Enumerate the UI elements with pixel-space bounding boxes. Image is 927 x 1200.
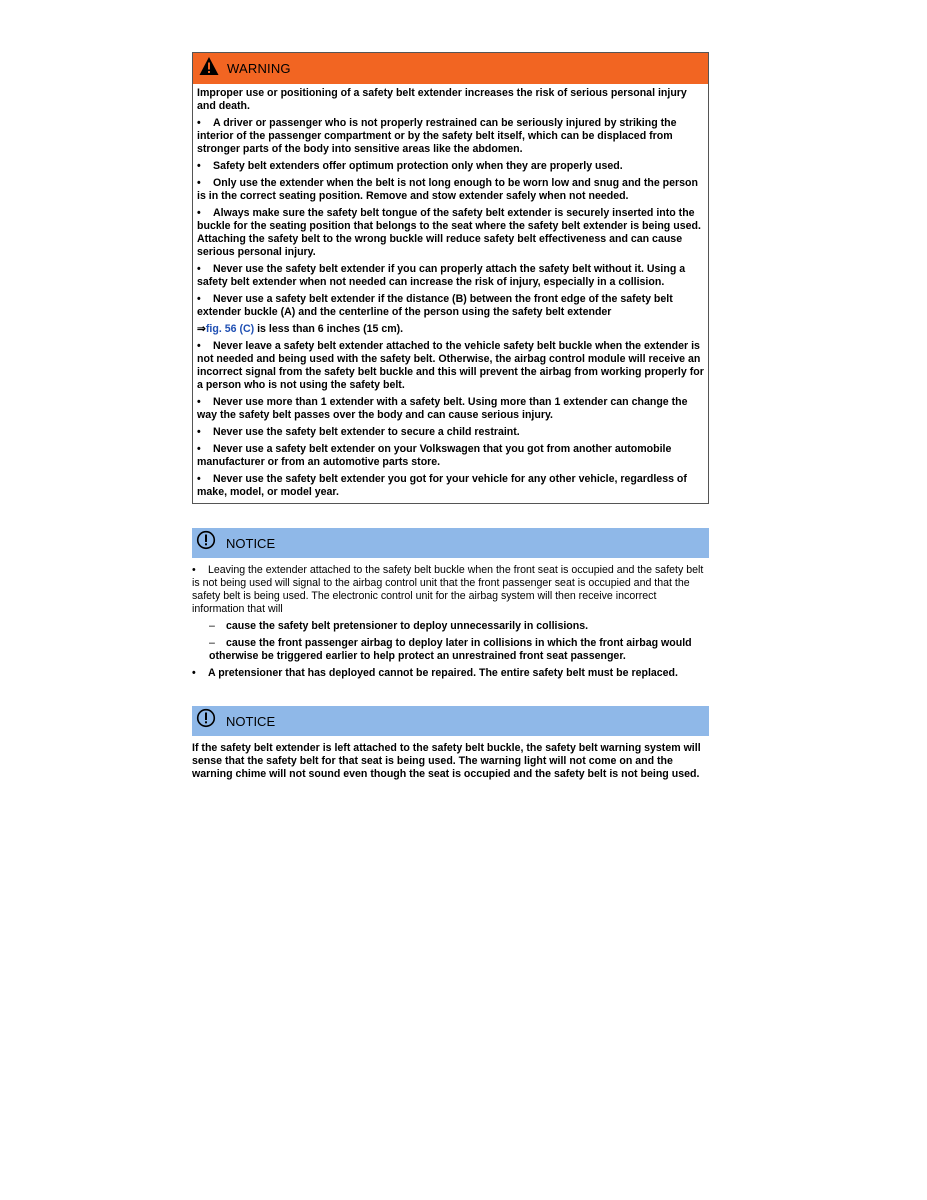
notice-title: NOTICE — [226, 713, 276, 729]
list-item: • Never use the safety belt extender you got for your vehicle for any other vehicle, regardless of make, model, or model year. — [197, 473, 687, 498]
notice-box-1 — [192, 528, 709, 680]
warning-title: WARNING — [227, 61, 291, 76]
list-item: • Never leave a safety belt extender attached to the vehicle safety belt buckle when the extender is not needed and being used with the safety belt. Otherwise, the airbag control module will receive an incorrect signal from the safety belt buckle and this will prevent the airbag from working properly for a person who is not using the safety belt. — [197, 340, 704, 391]
list-item: • Never use the safety belt extender to secure a child restraint. — [197, 426, 520, 438]
list-item: • Always make sure the safety belt tongue of the safety belt extender is securely inserted into the buckle for the seating position that belongs to the seat where the safety belt extender is being used. Attaching the safety belt to the wrong buckle will reduce safety belt effectiveness and can cause serious personal injury. — [197, 207, 701, 258]
list-item: • Leaving the extender attached to the safety belt buckle when the front seat is occupied and the safety belt is not being used will signal to the airbag control unit that the front passenger seat is occupied and that the safety belt is being used. The electronic control unit for the airbag system will then receive incorrect information that will — [192, 564, 704, 615]
list-item: • Never use a safety belt extender if the distance (B) between the front edge of the safety belt extender buckle (A) and the centerline of the person using the safety belt extender — [197, 293, 673, 318]
warning-header — [193, 53, 708, 84]
notice-box-2 — [192, 706, 709, 781]
notice-paragraph: If the safety belt extender is left attached to the safety belt buckle, the safety belt warning system will sense that the safety belt for that seat is being used. The warning light will not come on and the warning chime will not sound even though the seat is occupied and the safety belt is not being used. — [192, 742, 701, 780]
page-content — [192, 52, 709, 785]
notice-header — [192, 528, 709, 558]
warning-intro: Improper use or positioning of a safety belt extender increases the risk of serious personal injury and death. — [197, 87, 687, 112]
list-item: • Only use the extender when the belt is not long enough to be worn low and snug and the person is in the correct seating position. Remove and stow extender safely when not needed. — [197, 177, 698, 202]
list-item: • Never use the safety belt extender if you can properly attach the safety belt without it. Using a safety belt extender when not needed can increase the risk of injury, especially in a collision. — [197, 263, 686, 288]
dash-item: – cause the safety belt pretensioner to deploy unnecessarily in collisions. — [209, 620, 589, 632]
warning-body — [193, 84, 708, 503]
warning-triangle-icon — [199, 56, 219, 76]
figure-link[interactable]: fig. 56 (C) — [205, 323, 255, 335]
dash-item: – cause the front passenger airbag to deploy later in collisions in which the front airbag would otherwise be triggered earlier to help protect an unrestrained front seat passenger. — [209, 637, 692, 662]
notice-body — [192, 736, 709, 781]
warning-box — [192, 52, 709, 504]
exclamation-circle-icon — [196, 708, 216, 728]
exclamation-circle-icon — [196, 530, 216, 550]
notice-body — [192, 558, 709, 680]
notice-header — [192, 706, 709, 736]
list-item: • A driver or passenger who is not properly restrained can be seriously injured by striking the interior of the passenger compartment or by the safety belt itself, which can be displaced from stronger parts of the body into sensitive areas like the abdomen. — [197, 117, 677, 155]
figure-reference: ⇒fig. 56 (C) is less than 6 inches (15 cm). — [197, 323, 404, 335]
list-item: • A pretensioner that has deployed cannot be repaired. The entire safety belt must be replaced. — [192, 667, 678, 679]
list-item: • Never use a safety belt extender on your Volkswagen that you got from another automobile manufacturer or from an automotive parts store. — [197, 443, 672, 468]
notice-title: NOTICE — [226, 535, 276, 551]
list-item: • Safety belt extenders offer optimum protection only when they are properly used. — [197, 160, 623, 172]
list-item: • Never use more than 1 extender with a safety belt. Using more than 1 extender can change the way the safety belt passes over the body and can cause serious injury. — [197, 396, 688, 421]
